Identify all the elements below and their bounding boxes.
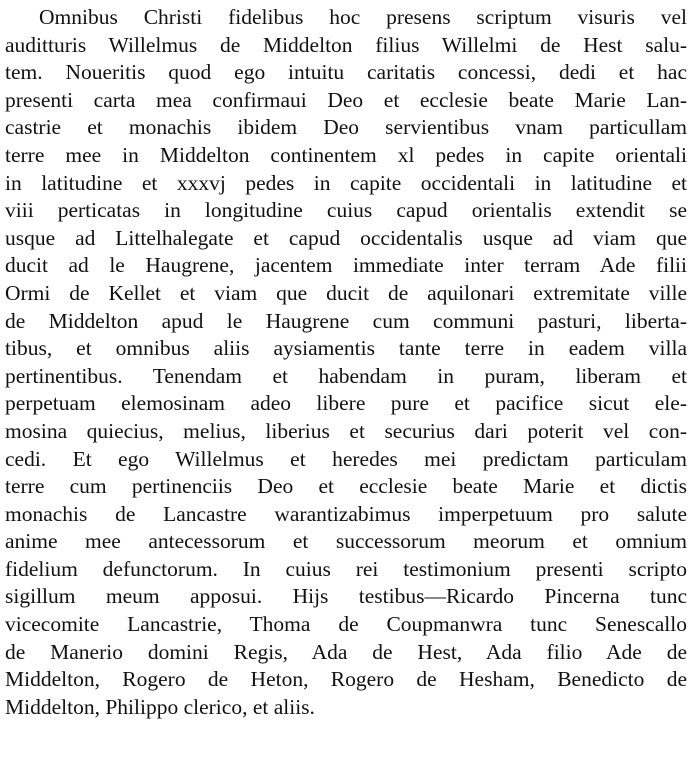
text-line: Omnibus Christi fidelibus hoc presens scriptum visuris vel	[39, 5, 687, 29]
text-line: mosina quiecius, melius, liberius et securius dari poterit vel con-	[5, 418, 687, 443]
text-line: cedi. Et ego Willelmus et heredes mei predictam particulam	[5, 446, 687, 471]
text-line: auditturis Willelmus de Middelton filius Willelmi de Hest salu-	[5, 32, 687, 57]
text-line: fidelium defunctorum. In cuius rei testimonium presenti scripto	[5, 556, 687, 581]
text-line: tem. Noueritis quod ego intuitu caritatis concessi, dedi et hac	[5, 60, 687, 85]
text-line: castrie et monachis ibidem Deo servientibus vnam particullam	[5, 115, 687, 140]
text-line: in latitudine et xxxvj pedes in capite occidentali in latitudine et	[5, 170, 687, 195]
text-line: de Middelton apud le Haugrene cum communi pasturi, liberta-	[5, 308, 687, 333]
text-line: presenti carta mea confirmaui Deo et ecclesie beate Marie Lan-	[5, 87, 687, 112]
text-line: de Manerio domini Regis, Ada de Hest, Ada filio Ade de	[5, 639, 687, 664]
text-line: sigillum meum apposui. Hijs testibus—Ricardo Pincerna tunc	[5, 584, 687, 609]
text-line: Ormi de Kellet et viam que ducit de aquilonari extremitate ville	[5, 280, 687, 305]
charter-text	[5, 4, 687, 721]
text-line: monachis de Lancastre warantizabimus imperpetuum pro salute	[5, 501, 687, 526]
text-line: terre cum pertinenciis Deo et ecclesie beate Marie et dictis	[5, 474, 687, 499]
text-line: ducit ad le Haugrene, jacentem immediate inter terram Ade filii	[5, 253, 687, 278]
text-line: perpetuam elemosinam adeo libere pure et pacifice sicut ele-	[5, 391, 687, 416]
text-line: tibus, et omnibus aliis aysiamentis tante terre in eadem villa	[5, 336, 687, 361]
text-line: Middelton, Philippo clerico, et aliis.	[5, 694, 315, 719]
text-line: vicecomite Lancastrie, Thoma de Coupmanwra tunc Senescallo	[5, 612, 687, 637]
text-line: terre mee in Middelton continentem xl pedes in capite orientali	[5, 142, 687, 167]
text-line: pertinentibus. Tenendam et habendam in puram, liberam et	[5, 363, 687, 388]
text-line: Middelton, Rogero de Heton, Rogero de Hesham, Benedicto de	[5, 667, 687, 692]
text-line: anime mee antecessorum et successorum meorum et omnium	[5, 529, 687, 554]
text-line: usque ad Littelhalegate et capud occidentalis usque ad viam que	[5, 225, 687, 250]
text-line: viii perticatas in longitudine cuius capud orientalis extendit se	[5, 198, 687, 223]
